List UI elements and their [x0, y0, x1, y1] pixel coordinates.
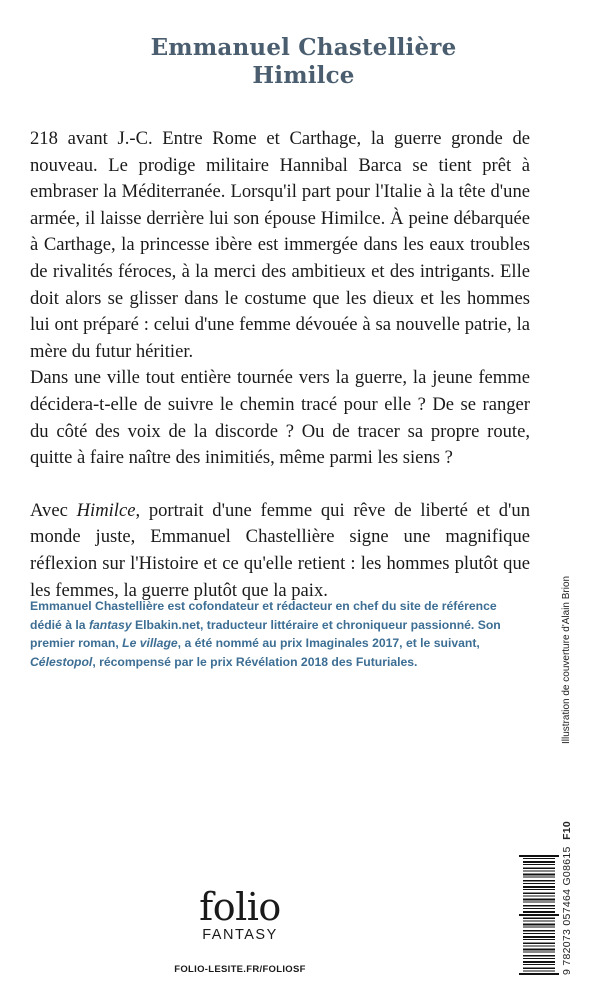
author-name: Emmanuel Chastellière [150, 34, 457, 61]
barcode [523, 855, 555, 975]
barcode-guard-end [519, 973, 559, 975]
bio-text-2: Elbakin.net, traducteur littéraire et chroniqueur passionné. Son premier roman, [30, 617, 501, 651]
publisher-website[interactable]: FOLIO-LESITE.FR/FOLIOSF [174, 964, 306, 975]
price-code: F10 [561, 820, 573, 840]
logo-series-name: FANTASY [202, 927, 278, 943]
blurb-p3-start: Avec [30, 499, 77, 521]
isbn-number: 9 782073 057464 G08615 [561, 846, 573, 975]
publisher-logo [0, 885, 480, 943]
bio-text-1: Emmanuel Chastellière est cofondateur et rédacteur en chef du site de référence dédié à la [30, 599, 497, 632]
blurb [30, 126, 530, 604]
blurb-p3-end: , portrait d'une femme qui rêve de liberté et d'un monde juste, Emmanuel Chastellière signe une magnifique réflexion sur l'Histoire et ce qu'elle retient : les hommes plutôt que les femmes, la guerre plutôt que la paix. [30, 499, 530, 601]
book-title: Himilce [252, 62, 355, 89]
blurb-paragraph-3 [30, 498, 530, 604]
barcode-guard-start [519, 855, 559, 857]
author-bio [30, 597, 528, 672]
bio-text-3: , a été nommé au prix Imaginales 2017, et le suivant, [177, 636, 480, 651]
illustration-credit: Illustration de couverture d'Alain Brion [561, 575, 572, 744]
bio-italic-3: Célestopol [30, 655, 93, 670]
blurb-p3-title: Himilce [76, 499, 136, 521]
logo-folio-wordmark: folio [199, 885, 281, 929]
bio-italic-1: fantasy [88, 617, 132, 632]
bio-text-4: , récompensé par le prix Révélation 2018 des Futuriales. [92, 655, 418, 670]
isbn-line [561, 821, 573, 975]
blurb-paragraph-2: Dans une ville tout entière tournée vers la guerre, la jeune femme décidera-t-elle de suivre le chemin tracé pour elle ? De se ranger du côté des voix de la discorde ? Ou de tracer sa propre route, quitte à faire naître des inimitiés, même parmi les siens ? [30, 367, 530, 469]
bio-italic-2: Le village [122, 636, 178, 651]
blurb-paragraph-1: 218 avant J.-C. Entre Rome et Carthage, la guerre gronde de nouveau. Le prodige militaire Hannibal Barca se tient prêt à embraser la Méditerranée. Lorsqu'il part pour l'Italie à la tête d'une armée, il laisse derrière lui son épouse Himilce. À peine débarquée à Carthage, la princesse ibère est immergée dans les eaux troubles de rivalités féroces, à la merci des ambitieux et des intrigants. Elle doit alors se glisser dans le costume que les dieux et les hommes lui ont préparé : celui d'une femme dévouée à sa nouvelle patrie, la mère du futur héritier. [30, 128, 530, 362]
barcode-guard-center [519, 914, 559, 916]
header [0, 34, 607, 90]
